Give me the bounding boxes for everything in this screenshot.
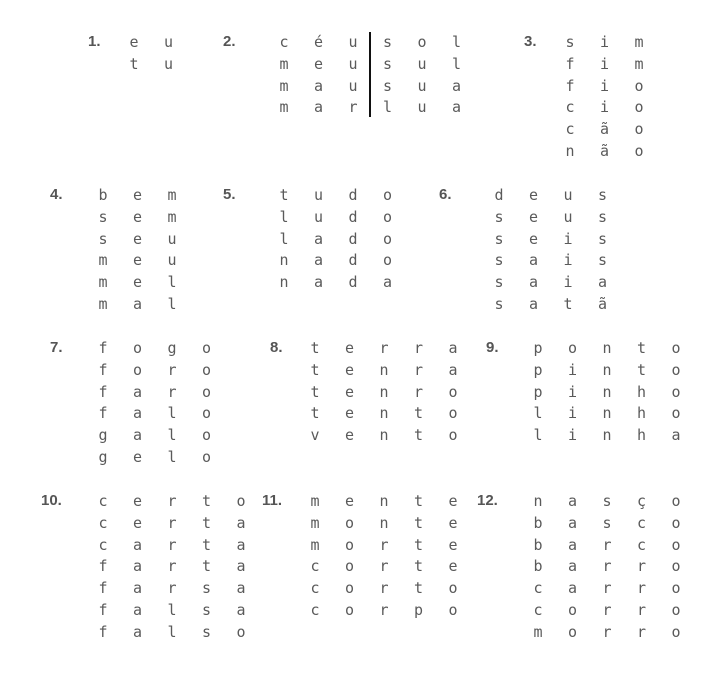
- word-letter: s: [597, 251, 608, 270]
- word-letter: s: [382, 54, 393, 73]
- word-letter: f: [98, 360, 108, 379]
- word-letter: o: [671, 339, 681, 357]
- word-letter: s: [494, 207, 504, 226]
- word-letter: i: [599, 98, 610, 117]
- word-letter: r: [602, 579, 612, 598]
- word-letter: a: [132, 622, 143, 641]
- word-letter: o: [132, 339, 143, 357]
- word-letter: l: [382, 98, 393, 117]
- word-letter: u: [563, 207, 573, 226]
- word-letter: d: [348, 207, 358, 226]
- word-letter: e: [132, 447, 143, 466]
- word-letter: c: [533, 579, 543, 598]
- word-letter: o: [634, 98, 644, 117]
- word-letter: a: [671, 426, 681, 445]
- word-letter: o: [634, 141, 644, 160]
- word-letter: r: [413, 360, 424, 379]
- word-letter: s: [382, 76, 393, 95]
- word-letter: o: [344, 513, 355, 532]
- word-letter: e: [448, 513, 458, 532]
- word-letter: r: [602, 600, 612, 619]
- word-letter: r: [602, 622, 612, 641]
- word-letter: o: [448, 579, 458, 598]
- word-letter: f: [565, 54, 575, 73]
- word-letter: n: [279, 251, 289, 270]
- word-letter: a: [236, 557, 246, 576]
- word-letter: o: [448, 600, 458, 619]
- word-letter: a: [313, 76, 324, 95]
- word-letter: e: [528, 229, 539, 248]
- word-letter: a: [451, 76, 462, 95]
- word-letter: l: [167, 622, 177, 641]
- word-letter: i: [567, 426, 578, 445]
- puzzle-number: 5.: [223, 186, 236, 203]
- word-letter: r: [379, 557, 389, 576]
- word-letter: o: [201, 339, 212, 357]
- word-letter: a: [236, 513, 246, 532]
- word-letter: e: [132, 273, 143, 292]
- word-letter: o: [382, 251, 393, 270]
- word-letter: e: [528, 186, 539, 204]
- word-letter: u: [417, 98, 427, 117]
- word-letter: r: [348, 98, 358, 117]
- word-letter: e: [344, 339, 355, 357]
- word-letter: m: [279, 54, 289, 73]
- word-letter: n: [379, 492, 389, 510]
- word-letter: m: [167, 186, 177, 204]
- word-letter: f: [98, 339, 108, 357]
- word-letter: l: [167, 404, 177, 423]
- word-letter: s: [597, 229, 608, 248]
- word-letter: u: [417, 76, 427, 95]
- word-letter: e: [132, 513, 143, 532]
- word-letter: a: [528, 251, 539, 270]
- word-letter: o: [671, 622, 681, 641]
- puzzle-number: 12.: [477, 492, 498, 509]
- word-letter: e: [448, 557, 458, 576]
- word-letter: ç: [636, 492, 647, 510]
- word-letter: r: [413, 382, 424, 401]
- word-letter: a: [313, 229, 324, 248]
- word-letter: m: [98, 273, 108, 292]
- word-letter: e: [132, 251, 143, 270]
- word-letter: r: [167, 535, 177, 554]
- word-letter: a: [132, 426, 143, 445]
- word-letter: ã: [599, 141, 610, 160]
- word-letter: l: [167, 600, 177, 619]
- word-letter: s: [98, 207, 108, 226]
- word-letter: i: [563, 251, 573, 270]
- word-letter: t: [413, 557, 424, 576]
- word-letter: a: [313, 98, 324, 117]
- word-letter: a: [132, 557, 143, 576]
- word-letter: l: [533, 426, 543, 445]
- word-letter: o: [201, 404, 212, 423]
- puzzle-number: 8.: [270, 339, 283, 356]
- word-letter: r: [379, 579, 389, 598]
- word-letter: s: [597, 186, 608, 204]
- word-letter: t: [129, 54, 139, 73]
- word-letter: a: [132, 600, 143, 619]
- word-letter: o: [236, 492, 246, 510]
- word-letter: a: [597, 273, 608, 292]
- word-letter: f: [98, 600, 108, 619]
- word-letter: u: [348, 33, 358, 51]
- word-letter: a: [448, 360, 458, 379]
- word-letter: t: [636, 360, 647, 379]
- word-letter: s: [494, 251, 504, 270]
- word-letter: n: [602, 404, 612, 423]
- word-letter: r: [602, 557, 612, 576]
- word-letter: o: [567, 622, 578, 641]
- word-letter: u: [163, 33, 174, 51]
- word-letter: c: [565, 98, 575, 117]
- word-letter: r: [167, 557, 177, 576]
- word-letter: r: [167, 579, 177, 598]
- word-letter: c: [98, 513, 108, 532]
- word-letter: r: [636, 557, 647, 576]
- word-letter: o: [671, 492, 681, 510]
- word-letter: r: [413, 339, 424, 357]
- word-letter: u: [167, 251, 177, 270]
- word-letter: o: [201, 360, 212, 379]
- word-letter: d: [348, 273, 358, 292]
- word-letter: v: [310, 426, 320, 445]
- word-letter: o: [671, 360, 681, 379]
- word-letter: n: [379, 426, 389, 445]
- column-divider: [369, 32, 371, 117]
- puzzle-number: 1.: [88, 33, 101, 50]
- word-letter: r: [167, 513, 177, 532]
- word-letter: c: [636, 535, 647, 554]
- word-letter: m: [634, 54, 644, 73]
- word-letter: a: [132, 404, 143, 423]
- word-letter: t: [413, 426, 424, 445]
- word-letter: f: [98, 557, 108, 576]
- word-letter: o: [417, 33, 427, 51]
- word-letter: i: [567, 404, 578, 423]
- word-letter: b: [533, 535, 543, 554]
- word-letter: c: [98, 492, 108, 510]
- word-letter: e: [448, 535, 458, 554]
- word-letter: a: [567, 579, 578, 598]
- word-letter: o: [567, 339, 578, 357]
- word-letter: f: [98, 404, 108, 423]
- word-letter: o: [671, 513, 681, 532]
- word-letter: u: [348, 76, 358, 95]
- word-letter: b: [533, 557, 543, 576]
- word-letter: l: [533, 404, 543, 423]
- word-letter: u: [417, 54, 427, 73]
- word-letter: e: [132, 492, 143, 510]
- word-letter: r: [379, 339, 389, 357]
- puzzle-number: 2.: [223, 33, 236, 50]
- word-letter: m: [533, 622, 543, 641]
- word-letter: a: [132, 382, 143, 401]
- word-letter: o: [671, 404, 681, 423]
- word-letter: r: [167, 492, 177, 510]
- word-letter: l: [167, 294, 177, 313]
- puzzle-number: 7.: [50, 339, 63, 356]
- word-letter: t: [636, 339, 647, 357]
- word-letter: a: [236, 600, 246, 619]
- word-letter: e: [344, 426, 355, 445]
- word-letter: s: [98, 229, 108, 248]
- word-letter: p: [413, 600, 424, 619]
- word-letter: e: [313, 54, 324, 73]
- word-letter: i: [563, 229, 573, 248]
- word-letter: n: [279, 273, 289, 292]
- word-letter: l: [279, 207, 289, 226]
- word-letter: c: [310, 579, 320, 598]
- word-letter: s: [201, 622, 212, 641]
- word-letter: n: [565, 141, 575, 160]
- word-letter: s: [494, 229, 504, 248]
- word-letter: c: [310, 600, 320, 619]
- word-letter: o: [634, 76, 644, 95]
- word-letter: o: [382, 186, 393, 204]
- word-letter: o: [671, 535, 681, 554]
- word-letter: u: [313, 207, 324, 226]
- word-letter: g: [98, 426, 108, 445]
- word-letter: r: [379, 600, 389, 619]
- word-letter: r: [602, 535, 612, 554]
- word-letter: t: [201, 557, 212, 576]
- puzzle-number: 11.: [262, 492, 283, 509]
- puzzle-number: 6.: [439, 186, 452, 203]
- word-letter: f: [565, 76, 575, 95]
- word-letter: i: [563, 273, 573, 292]
- word-letter: u: [163, 54, 174, 73]
- word-letter: l: [167, 447, 177, 466]
- word-letter: i: [567, 360, 578, 379]
- word-letter: p: [533, 339, 543, 357]
- word-letter: c: [636, 513, 647, 532]
- word-letter: c: [565, 120, 575, 139]
- word-letter: b: [533, 513, 543, 532]
- word-letter: e: [344, 360, 355, 379]
- word-letter: e: [132, 186, 143, 204]
- word-letter: a: [313, 273, 324, 292]
- word-letter: o: [448, 426, 458, 445]
- word-letter: b: [98, 186, 108, 204]
- word-letter: s: [201, 579, 212, 598]
- word-letter: t: [310, 404, 320, 423]
- word-letter: e: [528, 207, 539, 226]
- word-letter: m: [279, 76, 289, 95]
- word-letter: t: [201, 513, 212, 532]
- word-letter: t: [413, 513, 424, 532]
- word-letter: h: [636, 382, 647, 401]
- word-letter: f: [98, 382, 108, 401]
- word-letter: ã: [599, 120, 610, 139]
- word-letter: t: [563, 294, 573, 313]
- word-letter: c: [533, 600, 543, 619]
- word-letter: m: [310, 513, 320, 532]
- word-letter: o: [201, 447, 212, 466]
- word-letter: o: [382, 229, 393, 248]
- word-letter: o: [671, 382, 681, 401]
- word-letter: f: [98, 622, 108, 641]
- word-letter: r: [167, 382, 177, 401]
- word-letter: e: [344, 492, 355, 510]
- puzzle-number: 3.: [524, 33, 537, 50]
- word-letter: u: [167, 229, 177, 248]
- word-letter: m: [167, 207, 177, 226]
- word-letter: n: [602, 382, 612, 401]
- word-letter: e: [448, 492, 458, 510]
- word-letter: u: [563, 186, 573, 204]
- word-letter: a: [132, 579, 143, 598]
- word-letter: o: [567, 600, 578, 619]
- word-letter: t: [413, 579, 424, 598]
- word-letter: u: [348, 54, 358, 73]
- word-letter: t: [413, 535, 424, 554]
- word-letter: n: [533, 492, 543, 510]
- word-letter: l: [167, 426, 177, 445]
- word-letter: m: [634, 33, 644, 51]
- word-letter: e: [344, 404, 355, 423]
- word-letter: a: [236, 579, 246, 598]
- word-letter: p: [533, 382, 543, 401]
- word-letter: e: [132, 229, 143, 248]
- word-letter: o: [448, 404, 458, 423]
- word-letter: f: [98, 579, 108, 598]
- word-letter: c: [279, 33, 289, 51]
- word-letter: o: [344, 600, 355, 619]
- word-letter: r: [636, 600, 647, 619]
- word-letter: m: [310, 492, 320, 510]
- word-letter: e: [344, 382, 355, 401]
- word-letter: d: [348, 186, 358, 204]
- word-letter: i: [599, 33, 610, 51]
- word-letter: i: [567, 382, 578, 401]
- word-letter: o: [382, 207, 393, 226]
- word-letter: e: [132, 207, 143, 226]
- word-letter: m: [98, 294, 108, 313]
- word-letter: a: [528, 294, 539, 313]
- word-letter: t: [201, 535, 212, 554]
- word-letter: o: [344, 535, 355, 554]
- word-letter: r: [636, 579, 647, 598]
- word-letter: l: [279, 229, 289, 248]
- word-letter: a: [382, 273, 393, 292]
- puzzle-number: 9.: [486, 339, 499, 356]
- word-letter: n: [379, 513, 389, 532]
- puzzle-number: 4.: [50, 186, 63, 203]
- word-letter: n: [379, 382, 389, 401]
- word-letter: o: [634, 120, 644, 139]
- word-letter: l: [451, 33, 462, 51]
- word-letter: o: [201, 382, 212, 401]
- word-letter: n: [379, 404, 389, 423]
- word-letter: h: [636, 426, 647, 445]
- word-letter: a: [567, 513, 578, 532]
- word-letter: e: [129, 33, 139, 51]
- word-letter: o: [344, 579, 355, 598]
- word-letter: d: [348, 229, 358, 248]
- word-letter: n: [379, 360, 389, 379]
- word-letter: i: [599, 76, 610, 95]
- word-letter: a: [132, 535, 143, 554]
- word-letter: n: [602, 360, 612, 379]
- word-letter: d: [494, 186, 504, 204]
- word-letter: r: [636, 622, 647, 641]
- word-letter: s: [382, 33, 393, 51]
- word-letter: s: [602, 492, 612, 510]
- word-letter: s: [565, 33, 575, 51]
- word-letter: p: [533, 360, 543, 379]
- word-letter: l: [451, 54, 462, 73]
- word-letter: o: [236, 622, 246, 641]
- word-letter: a: [236, 535, 246, 554]
- word-letter: t: [413, 404, 424, 423]
- word-letter: g: [167, 339, 177, 357]
- word-letter: s: [201, 600, 212, 619]
- word-letter: n: [602, 339, 612, 357]
- word-letter: s: [494, 273, 504, 292]
- word-letter: s: [494, 294, 504, 313]
- word-letter: s: [602, 513, 612, 532]
- word-letter: d: [348, 251, 358, 270]
- word-letter: o: [671, 600, 681, 619]
- word-letter: a: [448, 339, 458, 357]
- word-letter: o: [448, 382, 458, 401]
- word-letter: m: [279, 98, 289, 117]
- word-letter: a: [567, 557, 578, 576]
- word-letter: n: [602, 426, 612, 445]
- word-letter: o: [344, 557, 355, 576]
- word-letter: a: [528, 273, 539, 292]
- word-letter: a: [313, 251, 324, 270]
- word-letter: a: [451, 98, 462, 117]
- word-letter: m: [98, 251, 108, 270]
- word-letter: c: [98, 535, 108, 554]
- word-letter: o: [201, 426, 212, 445]
- word-letter: a: [132, 294, 143, 313]
- word-letter: o: [671, 557, 681, 576]
- word-letter: t: [201, 492, 212, 510]
- word-letter: a: [567, 535, 578, 554]
- word-letter: l: [167, 273, 177, 292]
- word-letter: h: [636, 404, 647, 423]
- word-letter: t: [279, 186, 289, 204]
- word-letter: r: [379, 535, 389, 554]
- word-letter: ã: [597, 294, 608, 313]
- word-letter: o: [671, 579, 681, 598]
- word-letter: a: [567, 492, 578, 510]
- word-letter: c: [310, 557, 320, 576]
- word-letter: t: [310, 360, 320, 379]
- word-letter: g: [98, 447, 108, 466]
- word-letter: t: [310, 382, 320, 401]
- word-letter: é: [313, 33, 324, 51]
- puzzle-number: 10.: [41, 492, 62, 509]
- word-letter: m: [310, 535, 320, 554]
- word-letter: t: [310, 339, 320, 357]
- word-letter: s: [597, 207, 608, 226]
- word-letter: u: [313, 186, 324, 204]
- word-letter: o: [132, 360, 143, 379]
- word-letter: r: [167, 360, 177, 379]
- word-letter: i: [599, 54, 610, 73]
- word-letter: t: [413, 492, 424, 510]
